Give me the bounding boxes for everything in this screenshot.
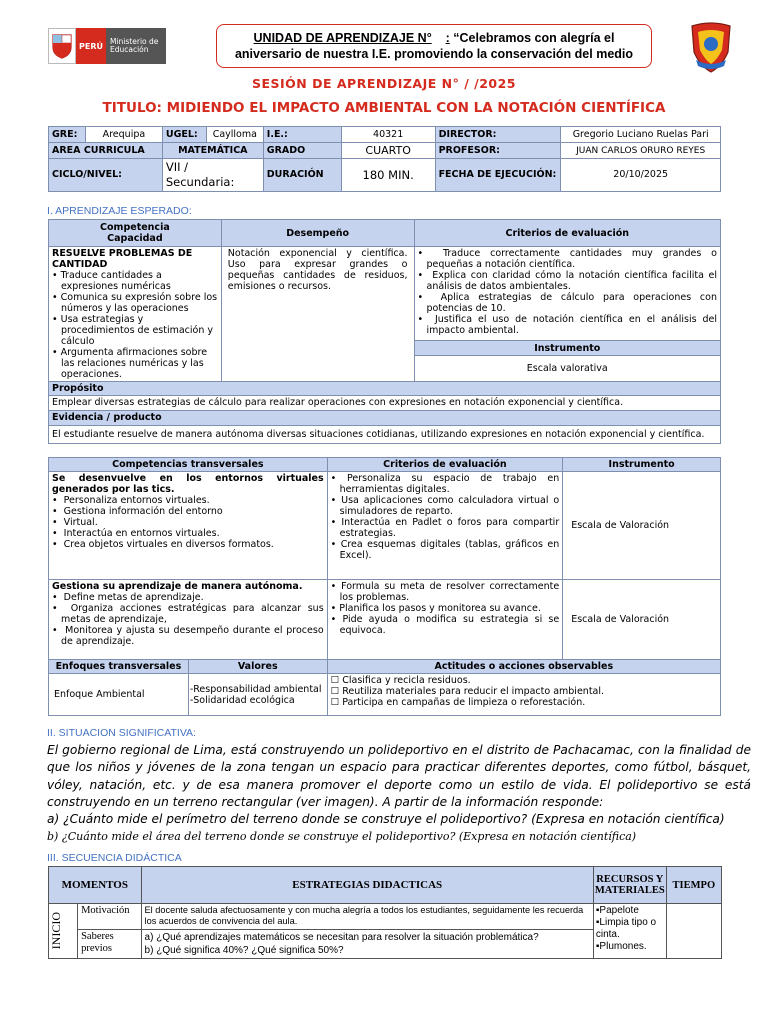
list-item: • Pide ayuda o modifica su estrategia si se equivoca.: [330, 614, 560, 636]
duracion-value: 180 MIN.: [341, 159, 435, 192]
tiempo-cell: [666, 904, 721, 959]
director-value: Gregorio Luciano Ruelas Pari: [561, 127, 721, 143]
proposito-header: Propósito: [49, 382, 721, 396]
list-item: • Monitorea y ajusta su desempeño durante el proceso de aprendizaje.: [52, 625, 324, 647]
instrumento-header: Instrumento: [414, 341, 721, 356]
section-aprendizaje-heading: I. APRENDIZAJE ESPERADO:: [47, 205, 192, 217]
comp-autonoma-criterios: [327, 580, 563, 660]
list-item: • Traduce correctamente cantidades muy grandes o pequeñas a notación científica.: [417, 248, 717, 270]
list-item: ☐ Reutiliza materiales para reducir el impacto ambiental.: [330, 686, 605, 697]
general-info-table: [48, 126, 721, 192]
saberes-question-1: a) ¿Qué aprendizajes matemáticos se necesitan para resolver la situación problemática?: [144, 932, 539, 943]
situacion-significativa: [47, 742, 751, 844]
list-item: • Planifica los pasos y monitorea su avance.: [330, 603, 541, 614]
competencia-header-line: Competencia: [100, 222, 170, 233]
unit-title-line-2: aniversario de nuestra I.E. promoviendo la conservación del medio: [234, 47, 634, 62]
question-b: b) ¿Cuánto mide el área del terreno donde se construye el polideportivo? (Expresa en notación científica): [47, 829, 637, 843]
list-item: ☐ Clasifica y recicla residuos.: [330, 675, 471, 686]
list-item: • Define metas de aprendizaje.: [52, 592, 204, 603]
tiempo-header: TIEMPO: [666, 867, 721, 904]
list-item: • Gestiona información del entorno: [52, 506, 223, 517]
secuencia-didactica-table: [48, 866, 722, 959]
ie-value: 40321: [341, 127, 435, 143]
list-item: • Usa estrategias y procedimientos de estimación y cálculo: [52, 314, 214, 347]
enfoques-header: Enfoques transversales: [49, 660, 189, 674]
instrumento-value: Escala valorativa: [414, 356, 721, 382]
ciclo-value: VII / Secundaria:: [162, 159, 263, 192]
list-item: • Traduce cantidades a expresiones numéricas: [52, 270, 171, 292]
valores-header: Valores: [188, 660, 327, 674]
aprendizaje-table: [48, 219, 721, 444]
comp-autonoma-list: [52, 592, 324, 647]
comp-autonoma-title: Gestiona su aprendizaje de manera autónoma.: [52, 581, 303, 592]
profesor-value: JUAN CARLOS ORURO REYES: [561, 143, 721, 159]
unit-label: UNIDAD DE APRENDIZAJE N°: [253, 31, 432, 45]
proposito-value: Emplear diversas estrategias de cálculo para realizar operaciones con expresiones en notación exponencial y científica.: [49, 396, 721, 411]
area-label: AREA CURRICULA: [49, 143, 163, 159]
section-situacion-heading: II. SITUACION SIGNIFICATIVA:: [47, 727, 196, 739]
list-item: • Personaliza su espacio de trabajo en herramientas digitales.: [330, 473, 560, 495]
list-item: • Formula su meta de resolver correctamente los problemas.: [330, 581, 560, 603]
list-item: • Aplica estrategias de cálculo para operaciones con potencias de 10.: [417, 292, 717, 314]
list-item: • Explica con claridad cómo la notación científica facilita el análisis de datos ambientales.: [417, 270, 717, 292]
checkbox-icon: ☐: [330, 686, 340, 697]
ministry-logo: [48, 28, 166, 64]
peru-shield-icon: [48, 28, 76, 64]
peru-label: PERÚ: [76, 28, 106, 64]
list-item: • Personaliza entornos virtuales.: [52, 495, 210, 506]
list-item: ▪Limpia tipo o cinta.: [595, 917, 657, 940]
estrategias-header: ESTRATEGIAS DIDACTICAS: [141, 867, 593, 904]
checkbox-icon: ☐: [330, 697, 340, 708]
recursos-cell: [593, 904, 666, 959]
momentos-header: MOMENTOS: [49, 867, 142, 904]
grado-value: CUARTO: [341, 143, 435, 159]
fecha-value: 20/10/2025: [561, 159, 721, 192]
checkbox-icon: ☐: [330, 675, 340, 686]
situacion-text: El gobierno regional de Lima, está construyendo un polideportivo en el distrito de Pachacamac, con la finalidad de que los niños y jóvenes de la zona tengan un espacio para practicar diferentes deportes, como fútbol, básquet, vóley, natación, etc. y de esa manera promover el deporte como un estilo de vida. El polideportivo se está construyendo en un terreno rectangular (ver imagen). A partir de la información responde:: [47, 743, 751, 809]
comp-transversales-header: Competencias transversales: [49, 458, 328, 472]
list-item: • Argumenta afirmaciones sobre las relaciones numéricas y las operaciones.: [52, 347, 208, 380]
trans-instrumento-header: Instrumento: [563, 458, 721, 472]
ugel-label: UGEL:: [162, 127, 206, 143]
page-title: TITULO: MIDIENDO EL IMPACTO AMBIENTAL CON LA NOTACIÓN CIENTÍFICA: [102, 100, 666, 116]
capacidad-header-line: Capacidad: [107, 233, 163, 244]
motivacion-label: Motivación: [78, 904, 141, 930]
fecha-label: FECHA DE EJECUCIÓN:: [435, 159, 561, 192]
desempeno-header: Desempeño: [221, 220, 414, 247]
comp-autonoma-criterios-list: [331, 581, 560, 636]
valor-item: -Solidaridad ecológica: [189, 694, 295, 706]
list-item: • Crea objetos virtuales en diversos formatos.: [52, 539, 274, 550]
question-a: a) ¿Cuánto mide el perímetro del terreno donde se construye el polideportivo? (Expresa en notación científica): [47, 812, 725, 827]
inicio-cell: [49, 904, 78, 959]
duracion-label: DURACIÓN: [263, 159, 341, 192]
evidencia-value: El estudiante resuelve de manera autónoma diversas situaciones cotidianas, utilizando expresiones en notación exponencial y científica.: [49, 426, 721, 444]
section-secuencia-heading: III. SECUENCIA DIDÁCTICA: [47, 852, 182, 864]
criterios-header: Criterios de evaluación: [414, 220, 721, 247]
list-item: • Organiza acciones estratégicas para alcanzar sus metas de aprendizaje,: [52, 603, 324, 625]
list-item: • Usa aplicaciones como calculadora virtual o simuladores de reparto.: [330, 495, 560, 517]
school-crest-icon: [688, 22, 734, 74]
comp-autonoma-instrumento: Escala de Valoración: [563, 580, 721, 660]
comp-tic-list: [52, 495, 324, 550]
criterios-cell: [414, 247, 721, 341]
comp-tic-criterios: [327, 472, 563, 580]
list-item: • Interactúa en entornos virtuales.: [52, 528, 220, 539]
list-item: ▪Papelote: [595, 905, 639, 916]
comp-tic-title: Se desenvuelve en los entornos virtuales generados por las tics.: [52, 473, 324, 495]
saberes-label: Saberes previos: [78, 930, 141, 959]
competencia-header: [49, 220, 222, 247]
ie-label: I.E.:: [263, 127, 341, 143]
gre-value: Arequipa: [85, 127, 162, 143]
unit-separator: :: [445, 31, 450, 45]
criterios-list: [418, 248, 718, 336]
area-value: MATEMÁTICA: [162, 143, 263, 159]
profesor-label: PROFESOR:: [435, 143, 561, 159]
inicio-label: INICIO: [49, 912, 63, 950]
list-item: • Crea esquemas digitales (tablas, gráficos en Excel).: [330, 539, 560, 561]
actitudes-header: Actitudes o acciones observables: [327, 660, 720, 674]
recursos-header: RECURSOS Y MATERIALES: [593, 867, 666, 904]
valores-cell: [188, 674, 327, 716]
enfoque-value: Enfoque Ambiental: [49, 674, 189, 716]
unit-title-box: [216, 24, 652, 68]
ministry-name: Ministerio de Educación: [106, 28, 166, 64]
saberes-question-2: b) ¿Qué significa 40%? ¿Qué significa 50%?: [144, 945, 344, 956]
list-item: ☐ Participa en campañas de limpieza o reforestación.: [330, 697, 586, 708]
list-item: ▪Plumones.: [595, 941, 647, 952]
capacidades-list: [52, 270, 218, 380]
competencia-cell: [49, 247, 222, 382]
competencia-title: RESUELVE PROBLEMAS DE CANTIDAD: [52, 248, 193, 270]
motivacion-text: El docente saluda afectuosamente y con mucha alegría a todos los estudiantes, seguidamente les recuerda los acuerdos de convivencia del aula.: [141, 904, 593, 930]
trans-criterios-header: Criterios de evaluación: [327, 458, 563, 472]
valor-item: -Responsabilidad ambiental: [189, 683, 322, 695]
ciclo-label: CICLO/NIVEL:: [49, 159, 163, 192]
document-header: [44, 20, 744, 78]
director-label: DIRECTOR:: [435, 127, 561, 143]
unit-title-line-1: “Celebramos con alegría el: [453, 31, 615, 45]
list-item: • Comunica su expresión sobre los números y las operaciones: [52, 292, 218, 314]
actitudes-cell: [327, 674, 720, 716]
transversales-table: [48, 457, 721, 716]
evidencia-header: Evidencia / producto: [49, 411, 721, 426]
comp-tic-instrumento: Escala de Valoración: [563, 472, 721, 580]
list-item: • Interactúa en Padlet o foros para compartir estrategias.: [330, 517, 560, 539]
grado-label: GRADO: [263, 143, 341, 159]
comp-tic-cell: [49, 472, 328, 580]
ugel-value: Caylloma: [206, 127, 263, 143]
list-item: • Justifica el uso de notación científica en el análisis del impacto ambiental.: [417, 314, 717, 336]
desempeno-cell: Notación exponencial y científica. Uso para expresar grandes o pequeñas cantidades de residuos, emisiones o recursos.: [221, 247, 414, 382]
list-item: • Virtual.: [52, 517, 98, 528]
session-title: SESIÓN DE APRENDIZAJE N° / /2025: [251, 76, 516, 91]
comp-tic-criterios-list: [331, 473, 560, 561]
gre-label: GRE:: [49, 127, 86, 143]
comp-autonoma-cell: [49, 580, 328, 660]
saberes-cell: [141, 930, 593, 959]
